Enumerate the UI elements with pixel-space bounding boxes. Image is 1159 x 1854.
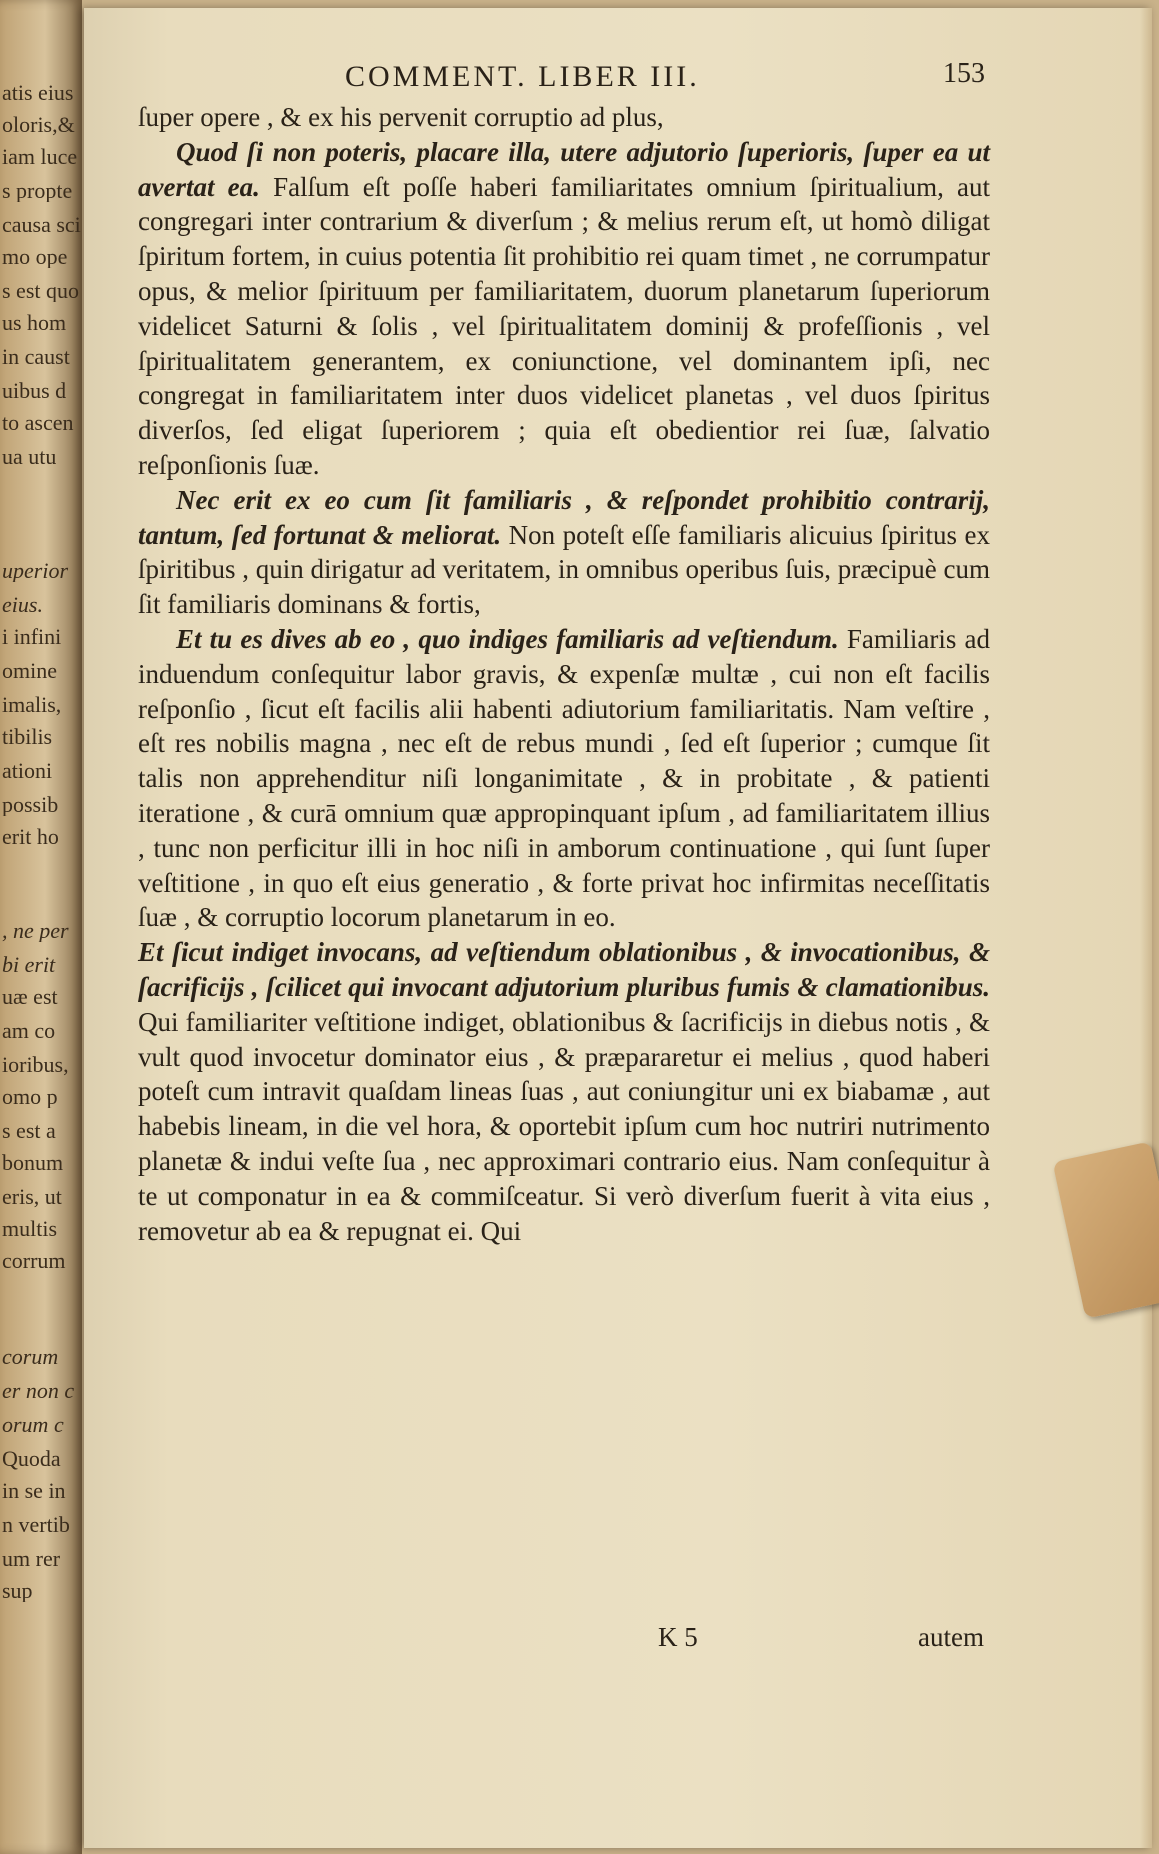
margin-fragment: multis bbox=[2, 1218, 58, 1240]
margin-fragment: ationi bbox=[2, 760, 53, 782]
page-number: 153 bbox=[943, 58, 985, 89]
paragraph bbox=[138, 135, 990, 483]
margin-fragment: n vertib bbox=[2, 1514, 70, 1536]
commentary: Non poteſt eſſe familiaris alicuius ſpiritus ex ſpiritibus , quin dirigatur ad veritatem, in omnibus operibus ſuis, præcipuè cum ſit familiaris dominans & fortis, bbox=[138, 519, 991, 620]
margin-fragment: omine bbox=[2, 660, 57, 682]
page-footer bbox=[138, 1622, 990, 1660]
margin-fragment: possib bbox=[2, 794, 59, 816]
margin-fragment: s propte bbox=[2, 180, 73, 202]
margin-fragment: , ne per bbox=[2, 920, 69, 942]
paragraph bbox=[138, 935, 990, 1248]
lemma: Et ſicut indiget invocans, ad veſtiendum oblationibus , & invocationibus, & ſacrificijs , ſcilicet qui invocant adjutorium pluribus fumis & clamationibus. bbox=[138, 937, 990, 1002]
margin-fragment: um rer bbox=[2, 1548, 61, 1570]
lemma: Nec erit ex eo cum ſit familiaris , & reſpondet prohibitio contrarij, tantum, ſed fortunat & meliorat. bbox=[138, 484, 990, 550]
margin-fragment: bi erit bbox=[2, 954, 56, 976]
margin-fragment: s est quo bbox=[2, 280, 79, 302]
paragraph bbox=[138, 622, 990, 935]
paragraph bbox=[138, 483, 990, 622]
margin-fragment: Quoda bbox=[2, 1448, 61, 1470]
margin-fragment: tibilis bbox=[2, 726, 53, 748]
page-edge bbox=[1140, 8, 1152, 1848]
commentary: Qui familiariter veſtitione indiget, oblationibus & ſacrificijs in diebus notis , & vult quod invocetur dominator eius , & præpararetur ei melius , quod haberi poteſt cum intravit quaſdam lineas ſuas , aut coniungitur uni ex biabamæ , aut habebis lineam, in die vel hora, & oportebit ipſum cum hoc nutriri nutrimento planetæ & indui veſte ſua , nec approximari contrario eius. Nam conſequitur à te ut componatur in ea & commiſceatur. Si verò diverſum fuerit à vita eius , removetur ab ea & repugnat ei. Qui bbox=[138, 1006, 990, 1246]
margin-fragment: in caust bbox=[2, 346, 70, 368]
commentary: ſuper opere , & ex his pervenit corruptio ad plus, bbox=[138, 102, 664, 132]
margin-fragment: in se in bbox=[2, 1480, 66, 1502]
margin-fragment: bonum bbox=[2, 1152, 64, 1174]
lemma: Et tu es dives ab eo , quo indiges familiaris ad veſtiendum. bbox=[176, 623, 839, 654]
margin-fragment: orum c bbox=[2, 1414, 64, 1436]
margin-fragment: erit ho bbox=[2, 826, 59, 848]
catchword: autem bbox=[918, 1622, 984, 1652]
body-text bbox=[138, 100, 990, 1248]
margin-fragment: ioribus, bbox=[2, 1054, 69, 1076]
margin-fragment: eius. bbox=[2, 594, 43, 616]
margin-fragment: oloris,& bbox=[2, 114, 75, 136]
running-title: COMMENT. LIBER III. bbox=[345, 60, 700, 93]
margin-fragment: am co bbox=[2, 1020, 56, 1042]
facing-page-margin bbox=[0, 0, 82, 1854]
commentary: Familiaris ad induendum conſequitur labor gravis, & expenſæ multæ , cui non eſt facilis reſponſio , ſicut eſt facilis alii habenti adiutorium familiaritatis. Nam veſtire , eſt res nobilis magna , nec eſt de rebus mundi , ſed eſt ſuperior ; cumque ſit talis non apprehenditur niſi longanimitate , & in probitate , & patienti iteratione , & curā omnium quæ appropinquant ipſum , ad familiaritatem illius , tunc non perficitur illi in hoc niſi in amborum continuatione , qui ſunt ſuper veſtitione , in quo eſt eius generatio , & forte privat hoc infirmitas neceſſitatis ſuæ , & corruptio locorum planetarum in eo. bbox=[138, 623, 991, 933]
margin-fragment: us hom bbox=[2, 312, 67, 334]
margin-fragment: mo ope bbox=[2, 246, 68, 268]
margin-fragment: corum bbox=[2, 1346, 59, 1368]
signature-mark: K 5 bbox=[658, 1622, 698, 1652]
margin-fragment: s est a bbox=[2, 1120, 56, 1142]
margin-fragment: uæ est bbox=[2, 986, 58, 1008]
margin-fragment: causa sci bbox=[2, 214, 81, 236]
margin-fragment: to ascen bbox=[2, 412, 74, 434]
margin-fragment: er non c bbox=[2, 1380, 75, 1402]
margin-fragment: imalis, bbox=[2, 694, 62, 716]
commentary: Falſum eſt poſſe haberi familiaritates omnium ſpiritualium, aut congregari inter contrarium & diverſum ; & melius rerum eſt, ut homò diligat ſpiritum fortem, in cuius potentia ſit prohibitio rei quam timet , ne corrumpatur opus, & melior ſpirituum per familiaritatem, duorum planetarum ſuperiorum videlicet Saturni & ſolis , vel ſpiritualitatem dominij & profeſſionis , vel ſpiritualitatem generantem, ex coniunctione, vel dominantem ipſi, nec congregat in familiaritatem inter duos videlicet planetas , vel duos ſpiritus diverſos, ſed eligat ſuperiorem ; quia eſt obedientior rei ſuæ, ſalvatio reſponſionis ſuæ. bbox=[138, 171, 990, 480]
margin-fragment: corrum bbox=[2, 1250, 66, 1272]
margin-fragment: iam luce bbox=[2, 146, 78, 168]
margin-fragment: ua utu bbox=[2, 446, 57, 468]
margin-fragment: i infini bbox=[2, 626, 62, 648]
margin-fragment: sup bbox=[2, 1580, 33, 1602]
margin-fragment: uibus d bbox=[2, 380, 67, 402]
margin-fragment: atis eius bbox=[2, 82, 74, 104]
margin-fragment: eris, ut bbox=[2, 1186, 62, 1208]
margin-fragment: omo p bbox=[2, 1086, 58, 1108]
running-header bbox=[265, 58, 985, 98]
paragraph bbox=[138, 100, 990, 135]
margin-fragment: uperior bbox=[2, 560, 68, 582]
lemma: Quod ſi non poteris, placare illa, utere adjutorio ſuperioris, ſuper ea ut avertat ea. bbox=[138, 136, 990, 202]
